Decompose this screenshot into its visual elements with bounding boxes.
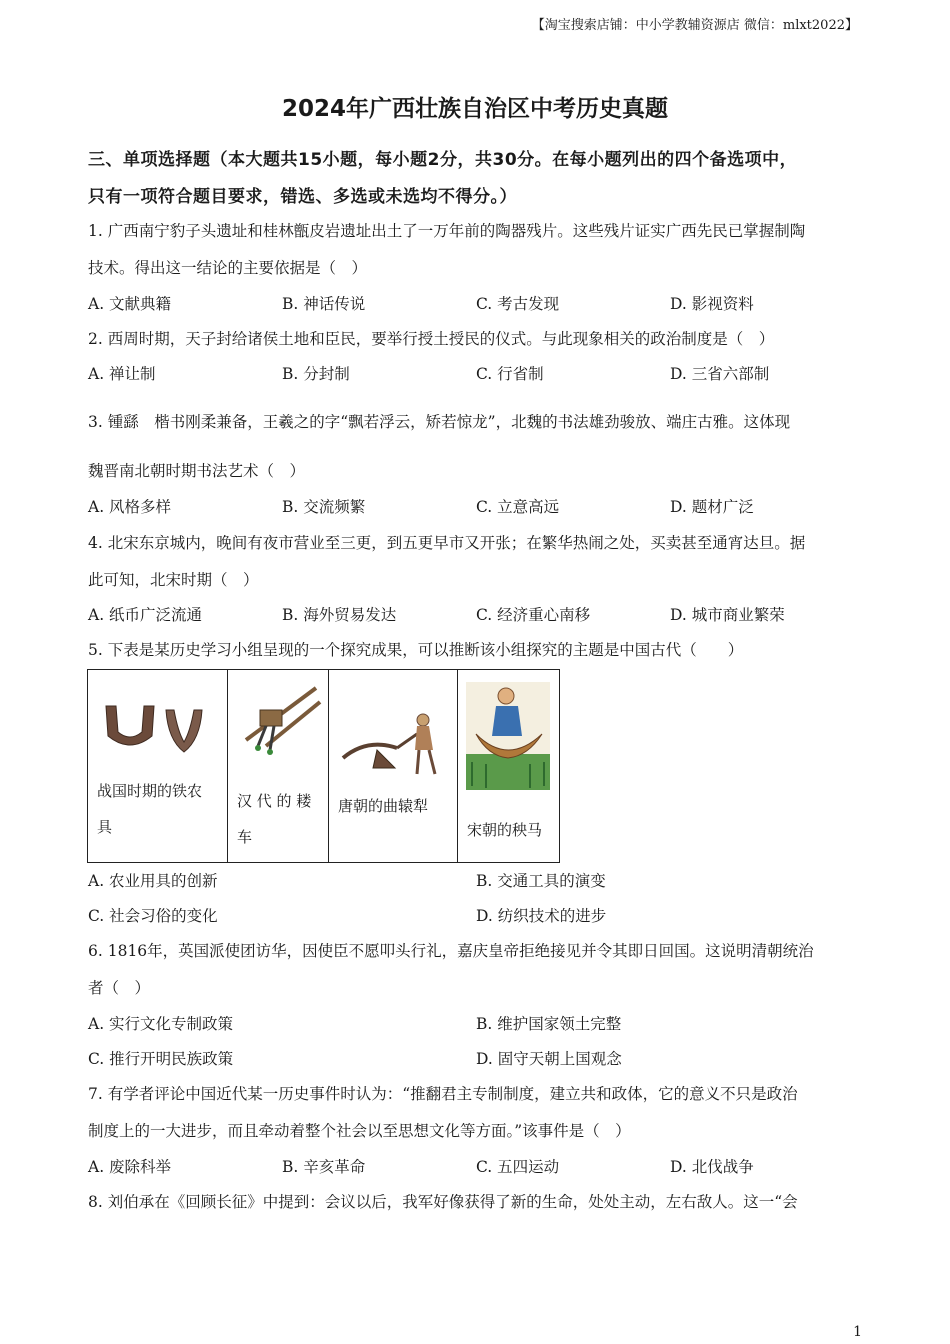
question-7-text: 7. 有学者评论中国近代某一历史事件时认为：“推翻君主专制制度，建立共和政体，它的意义不只是政治 [88, 1085, 798, 1103]
question-5-option-a: A. 农业用具的创新 [88, 872, 218, 890]
question-4-text-cont: 此可知，北宋时期（ ） [88, 571, 259, 589]
question-6-option-c: C. 推行开明民族政策 [88, 1050, 234, 1068]
question-3-option-c: C. 立意高远 [476, 498, 560, 516]
question-7-text-cont: 制度上的一大进步，而且牵动着整个社会以至思想文化等方面。”该事件是（ ） [88, 1122, 631, 1140]
question-2-option-c: C. 行省制 [476, 365, 544, 383]
question-6-text: 6. 1816年，英国派使团访华，因使臣不愿叩头行礼，嘉庆皇帝拒绝接见并令其即日回国。这说明清朝统治 [88, 942, 814, 960]
question-3-option-a: A. 风格多样 [88, 498, 172, 516]
question-5-option-c: C. 社会习俗的变化 [88, 907, 218, 925]
caption-line: 唐朝的曲辕犁 [338, 797, 429, 815]
question-1-text: 1. 广西南宁豹子头遗址和桂林甑皮岩遗址出土了一万年前的陶器残片。这些残片证实广西先民已掌握制陶 [88, 222, 806, 240]
question-4-option-a: A. 纸币广泛流通 [88, 606, 203, 624]
table-cell-curved-plow [329, 670, 458, 863]
question-7-option-c: C. 五四运动 [476, 1158, 560, 1176]
rice-seedling-boat-image [466, 682, 550, 790]
question-5-text: 5. 下表是某历史学习小组呈现的一个探究成果，可以推断该小组探究的主题是中国古代（ ） [88, 641, 744, 659]
question-6-option-d: D. 固守天朝上国观念 [476, 1050, 622, 1068]
question-3-option-d: D. 题材广泛 [670, 498, 754, 516]
seed-drill-image [236, 680, 324, 760]
table-caption-rice-seedling-boat [467, 812, 542, 848]
question-1-option-c: C. 考古发现 [476, 295, 560, 313]
table-cell-rice-seedling-boat [458, 670, 560, 863]
question-1-option-d: D. 影视资料 [670, 295, 754, 313]
caption-line: 宋朝的秧马 [467, 821, 543, 839]
question-1-option-a: A. 文献典籍 [88, 295, 172, 313]
question-5-table [87, 669, 560, 863]
question-4-option-c: C. 经济重心南移 [476, 606, 591, 624]
page-title: 2024年广西壮族自治区中考历史真题 [281, 96, 668, 122]
caption-line: 战国时期的铁农 [97, 782, 203, 800]
table-cell-seed-drill [228, 670, 329, 863]
header-note: 【淘宝搜索店铺：中小学教辅资源店 微信：mlxt2022】 [531, 18, 858, 33]
table-caption-seed-drill [237, 783, 311, 855]
question-6-text-cont: 者（ ） [88, 979, 151, 997]
section-heading-line2: 只有一项符合题目要求，错选、多选或未选均不得分。） [88, 187, 517, 207]
page-number: 1 [853, 1324, 862, 1340]
question-1-option-b: B. 神话传说 [282, 295, 366, 313]
caption-line: 车 [237, 828, 253, 846]
table-caption-iron-tools [97, 773, 202, 845]
question-2-text: 2. 西周时期，天子封给诸侯土地和臣民，要举行授土授民的仪式。与此现象相关的政治制度是（ ） [88, 330, 775, 348]
iron-farm-tools-image [102, 702, 212, 754]
question-7-option-d: D. 北伐战争 [670, 1158, 754, 1176]
question-5-option-b: B. 交通工具的演变 [476, 872, 606, 890]
question-6-option-b: B. 维护国家领土完整 [476, 1015, 622, 1033]
caption-line: 具 [97, 818, 113, 836]
question-3-text-cont: 魏晋南北朝时期书法艺术（ ） [88, 462, 306, 480]
question-3-text: 3. 锺繇 楷书刚柔兼备，王羲之的字“飘若浮云，矫若惊龙”，北魏的书法雄劲骏放、端庄古雅。这体现 [88, 413, 791, 431]
question-2-option-d: D. 三省六部制 [670, 365, 770, 383]
question-4-text: 4. 北宋东京城内，晚间有夜市营业至三更，到五更早市又开张；在繁华热闹之处，买卖甚至通宵达旦。据 [88, 534, 806, 552]
caption-line: 汉 代 的 耧 [237, 792, 312, 810]
question-7-option-b: B. 辛亥革命 [282, 1158, 366, 1176]
table-cell-iron-tools [88, 670, 228, 863]
question-3-option-b: B. 交流频繁 [282, 498, 366, 516]
table-caption-curved-plow [338, 788, 428, 824]
curved-plow-image [337, 708, 449, 778]
question-2-option-b: B. 分封制 [282, 365, 350, 383]
question-7-option-a: A. 废除科举 [88, 1158, 172, 1176]
question-4-option-b: B. 海外贸易发达 [282, 606, 397, 624]
question-4-option-d: D. 城市商业繁荣 [670, 606, 785, 624]
question-2-option-a: A. 禅让制 [88, 365, 156, 383]
question-6-option-a: A. 实行文化专制政策 [88, 1015, 234, 1033]
question-1-text-cont: 技术。得出这一结论的主要依据是（ ） [88, 259, 368, 277]
section-heading-line1: 三、单项选择题（本大题共15小题，每小题2分，共30分。在每小题列出的四个备选项中， [88, 150, 798, 170]
question-8-text: 8. 刘伯承在《回顾长征》中提到：会议以后，我军好像获得了新的生命，处处主动，左右敌人。这一“会 [88, 1193, 798, 1211]
question-5-option-d: D. 纺织技术的进步 [476, 907, 607, 925]
